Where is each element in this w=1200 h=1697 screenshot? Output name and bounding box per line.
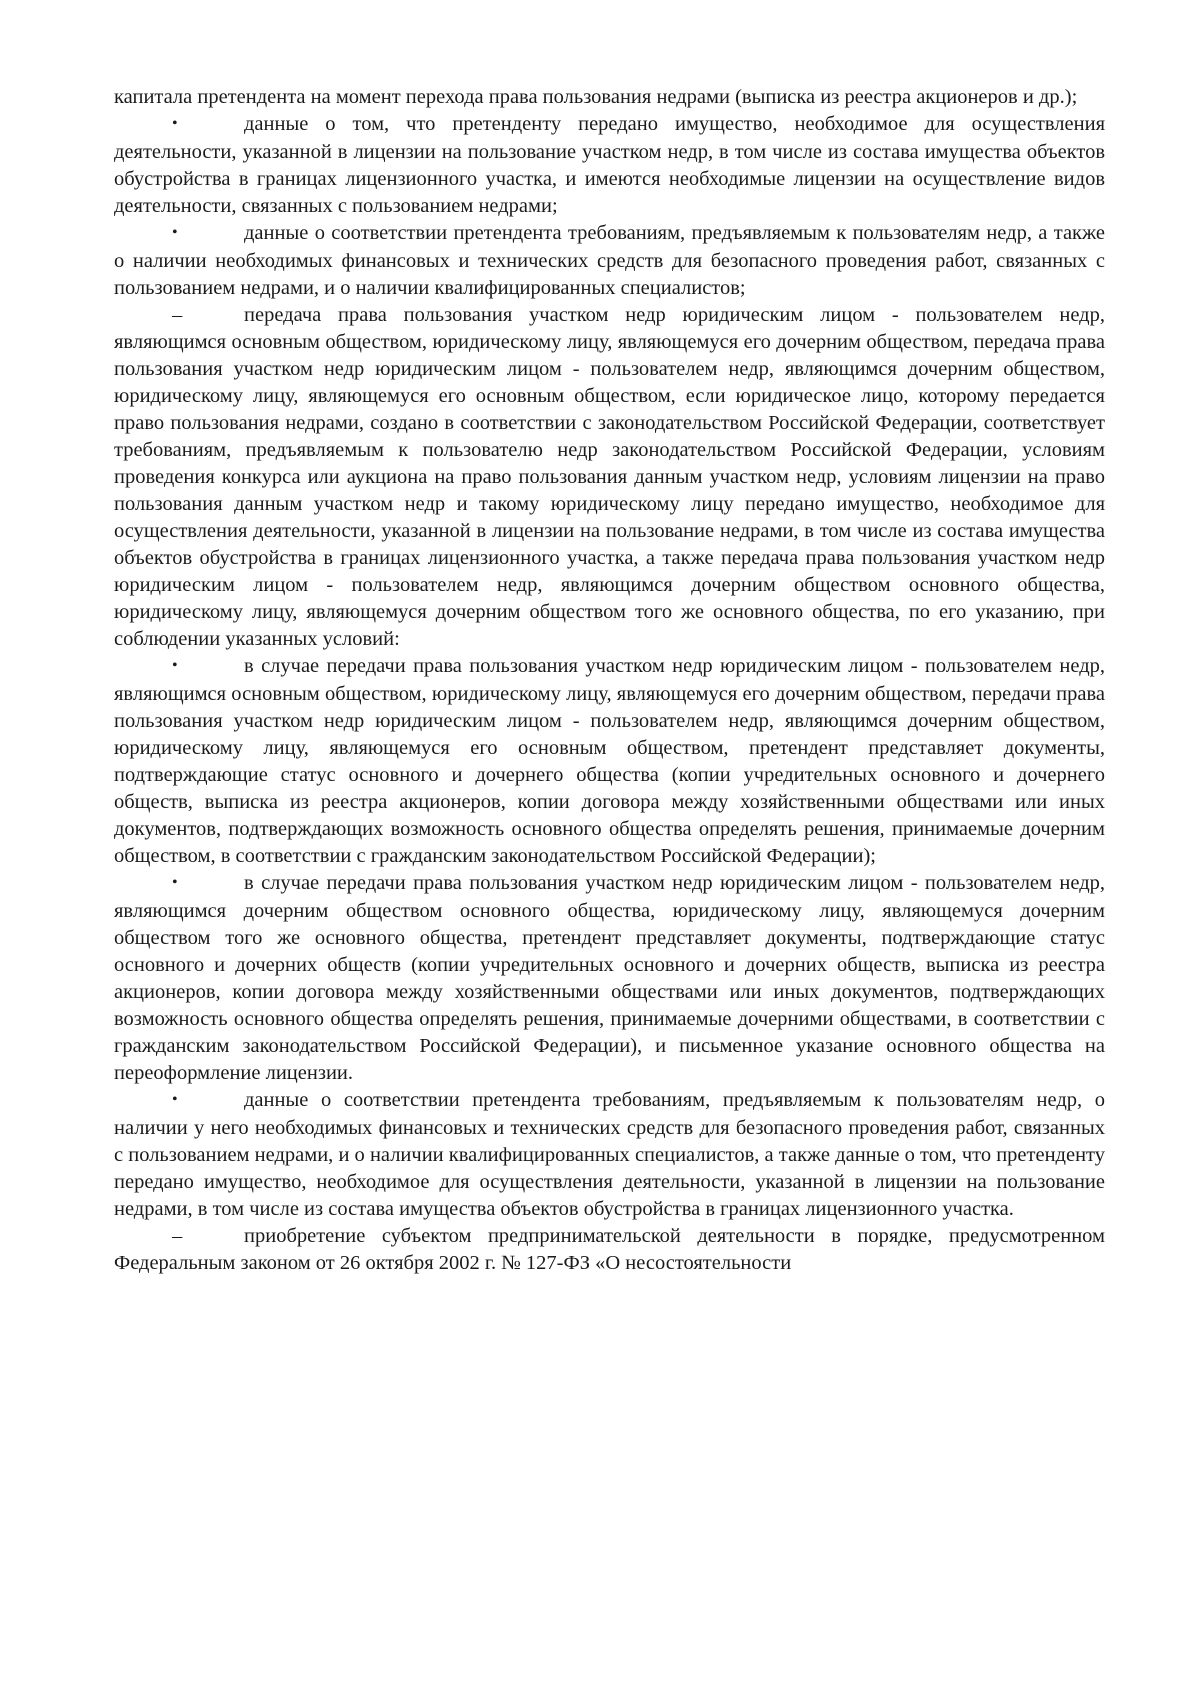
paragraph-text: данные о том, что претенденту передано имущество, необходимое для осуществления деятельности, указанной в лицензии на пользование участком недр, в том числе из состава имущества объектов обустройства в границах лицензионного участка, и имеются необходимые лицензии на осуществление видов деятельности, связанных с пользованием недрами; [114,113,1105,217]
bullet-paragraph [114,653,1105,870]
paragraph-text: в случае передачи права пользования участком недр юридическим лицом - пользователем недр, являющимся дочерним обществом основного общества, юридическому лицу, являющемуся дочерним обществом того же основного общества, претендент представляет документы, подтверждающие статус основного и дочерних обществ (копии учредительных основного и дочерних обществ, выписка из реестра акционеров, копии договора между хозяйственными обществами или иных документов, подтверждающих возможность основного общества определять решения, принимаемые дочерними обществами, в соответствии с гражданским законодательством Российской Федерации), и письменное указание основного общества на переоформление лицензии. [114,872,1105,1084]
paragraph-text: в случае передачи права пользования участком недр юридическим лицом - пользователем недр, являющимся основным обществом, юридическому лицу, являющемуся его дочерним обществом, передачи права пользования участком недр юридическим лицом - пользователем недр, являющимся дочерним обществом, юридическому лицу, являющемуся его основным обществом, претендент представляет документы, подтверждающие статус основного и дочернего общества (копии учредительных основного и дочернего обществ, выписка из реестра акционеров, копии договора между хозяйственными обществами или иных документов, подтверждающих возможность основного общества определять решения, принимаемые дочерним обществом, в соответствии с гражданским законодательством Российской Федерации); [114,655,1105,867]
dash-icon: – [172,1225,183,1247]
item-list [114,111,1105,1277]
bullet-icon: • [172,115,178,132]
bullet-icon: • [172,224,178,241]
intro-paragraph: капитала претендента на момент перехода права пользования недрами (выписка из реестра акционеров и др.); [114,86,1078,108]
dash-paragraph [114,302,1105,653]
bullet-paragraph [114,870,1105,1087]
paragraph-text: данные о соответствии претендента требованиям, предъявляемым к пользователям недр, о наличии у него необходимых финансовых и технических средств для безопасного проведения работ, связанных с пользованием недрами, и о наличии квалифицированных специалистов, а также данные о том, что претенденту передано имущество, необходимое для осуществления деятельности, указанной в лицензии на пользование недрами, в том числе из состава имущества объектов обустройства в границах лицензионного участка. [114,1089,1105,1220]
document-body [114,84,1105,1277]
paragraph-text: данные о соответствии претендента требованиям, предъявляемым к пользователям недр, а также о наличии необходимых финансовых и технических средств для безопасного проведения работ, связанных с пользованием недрами, и о наличии квалифицированных специалистов; [114,222,1105,299]
bullet-icon: • [172,874,178,891]
bullet-paragraph [114,1087,1105,1223]
bullet-paragraph [114,220,1105,302]
bullet-icon: • [172,1091,178,1108]
dash-icon: – [172,304,183,326]
bullet-paragraph [114,111,1105,220]
paragraph-text: передача права пользования участком недр юридическим лицом - пользователем недр, являющимся основным обществом, юридическому лицу, являющемуся его дочерним обществом, передача права пользования участком недр юридическим лицом - пользователем недр, являющимся дочерним обществом, юридическому лицу, являющемуся его основным обществом, если юридическое лицо, которому передается право пользования недрами, создано в соответствии с законодательством Российской Федерации, соответствует требованиям, предъявляемым к пользователю недр законодательством Российской Федерации, условиям проведения конкурса или аукциона на право пользования данным участком недр, условиям лицензии на право пользования данным участком недр и такому юридическому лицу передано имущество, необходимое для осуществления деятельности, указанной в лицензии на пользование недрами, в том числе из состава имущества объектов обустройства в границах лицензионного участка, а также передача права пользования участком недр юридическим лицом - пользователем недр, являющимся дочерним обществом основного общества, юридическому лицу, являющемуся дочерним обществом того же основного общества, по его указанию, при соблюдении указанных условий: [114,304,1105,650]
dash-paragraph [114,1223,1105,1277]
bullet-icon: • [172,657,178,674]
paragraph-text: приобретение субъектом предпринимательской деятельности в порядке, предусмотренном Федеральным законом от 26 октября 2002 г. № 127-ФЗ «О несостоятельности [114,1225,1105,1274]
